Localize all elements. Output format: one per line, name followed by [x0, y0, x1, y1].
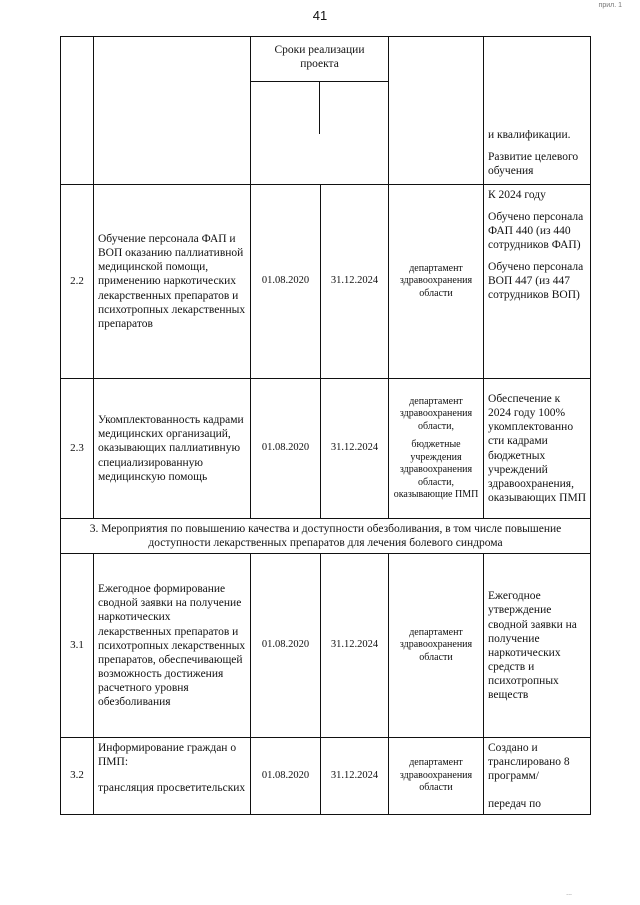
result-line: Обеспечение к 2024 году 100% укомплектованно сти кадрами бюджетных учреждений здравоохранения, оказывающих ПМП: [488, 393, 586, 504]
result-line: К 2024 году: [488, 189, 546, 201]
continued-result-cell: [484, 37, 591, 185]
activity-name: Обучение персонала ФАП и ВОП оказанию паллиативной медицинской помощи, применению наркотических лекарственных препаратов и психотропных лекарственных препаратов: [94, 185, 251, 379]
dept-line: департамент здравоохранения области: [399, 626, 473, 663]
end-date: 31.12.2024: [321, 738, 389, 815]
start-date: 01.08.2020: [251, 379, 321, 519]
dept-line: департамент здравоохранения области: [399, 262, 473, 299]
responsible-dept: [389, 554, 484, 738]
header-period-cell: [251, 37, 389, 185]
responsible-dept: [389, 738, 484, 815]
end-date: 31.12.2024: [321, 379, 389, 519]
result-line: передач по: [488, 798, 542, 811]
header-name-cell: [94, 37, 251, 185]
dept-line: департамент здравоохранения области: [399, 757, 473, 794]
period-end-subheader: [320, 82, 388, 134]
continued-result-line: и квалификации.: [488, 128, 571, 141]
result-cell: [484, 738, 591, 815]
result-cell: [484, 379, 591, 519]
row-number: 2.3: [61, 379, 94, 519]
table-row: [61, 185, 591, 379]
end-date: 31.12.2024: [321, 185, 389, 379]
result-cell: [484, 185, 591, 379]
activity-name: [94, 738, 251, 815]
result-line: Обучено персонала ВОП 447 (из 447 сотрудников ВОП): [488, 261, 584, 302]
row-number: 3.1: [61, 554, 94, 738]
continued-result-line: Развитие целевого обучения: [488, 150, 579, 177]
table-row: [61, 738, 591, 815]
activity-name: Ежегодное формирование сводной заявки на получение наркотических лекарственных препаратов и психотропных лекарственных препаратов, обеспечивающей возможность достижения расчетного уровня обезболивания: [94, 554, 251, 738]
activity-plan-table: [60, 36, 591, 815]
result-line: Обучено персонала ФАП 440 (из 440 сотрудников ФАП): [488, 211, 584, 252]
activity-name-line: трансляция просветительских: [98, 782, 246, 795]
table-row: [61, 554, 591, 738]
responsible-dept: [389, 379, 484, 519]
bottom-mark: ...: [566, 890, 572, 897]
header-dept-cell: [389, 37, 484, 185]
end-date: 31.12.2024: [321, 554, 389, 738]
result-cell: [484, 554, 591, 738]
result-line: Ежегодное утверждение сводной заявки на получение наркотических средств и психотропных веществ: [488, 590, 577, 701]
row-number: 2.2: [61, 185, 94, 379]
corner-mark: прил. 1: [598, 2, 622, 9]
period-start-subheader: [251, 82, 320, 134]
section-header-row: [61, 519, 591, 554]
result-line: Создано и транслировано 8 программ/: [488, 742, 570, 783]
header-num-cell: [61, 37, 94, 185]
activity-name: Укомплектованность кадрами медицинских организаций, оказывающих паллиативную специализированную медицинскую помощь: [94, 379, 251, 519]
row-number: 3.2: [61, 738, 94, 815]
period-subheaders: [251, 82, 388, 134]
table-row: [61, 379, 591, 519]
responsible-dept: [389, 185, 484, 379]
start-date: 01.08.2020: [251, 185, 321, 379]
period-title: Сроки реализации проекта: [251, 37, 388, 82]
start-date: 01.08.2020: [251, 738, 321, 815]
dept-line: бюджетные учреждения здравоохранения области, оказывающие ПМП: [393, 439, 479, 500]
table-header-row: [61, 37, 591, 185]
activity-name-line: Информирование граждан о ПМП:: [98, 742, 237, 769]
dept-line: департамент здравоохранения области,: [399, 395, 473, 432]
section-title: 3. Мероприятия по повышению качества и доступности обезболивания, в том числе повышение доступности лекарственных препаратов для лечения болевого синдрома: [61, 519, 591, 554]
start-date: 01.08.2020: [251, 554, 321, 738]
page-number: 41: [312, 8, 328, 23]
